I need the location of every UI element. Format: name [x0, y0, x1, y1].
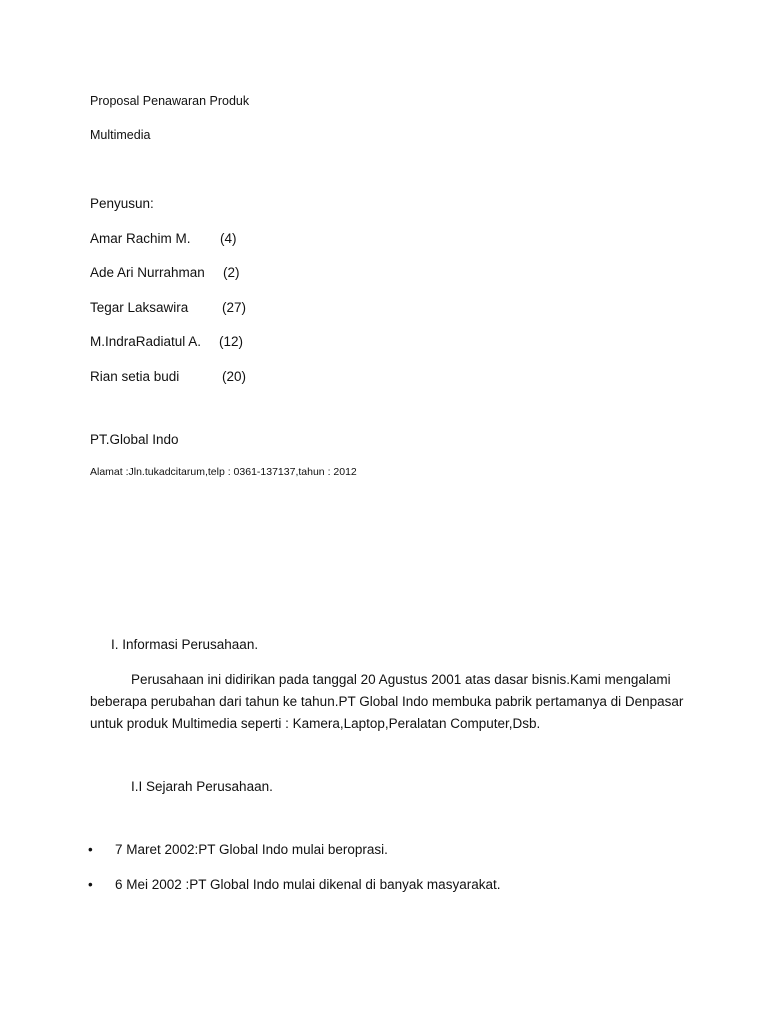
authors-label: Penyusun:: [90, 196, 154, 211]
company-name: PT.Global Indo: [90, 432, 179, 447]
author-name: Rian setia budi: [90, 369, 180, 384]
bullet-icon: •: [88, 877, 93, 892]
bullet-icon: •: [88, 842, 93, 857]
author-name: Ade Ari Nurrahman: [90, 265, 205, 280]
author-name: Amar Rachim M.: [90, 231, 191, 246]
author-number: (27): [222, 300, 247, 315]
author-name: Tegar Laksawira: [90, 300, 189, 315]
company-address: Alamat :Jln.tukadcitarum,telp : 0361-137137,tahun : 2012: [90, 466, 357, 478]
document-subtitle: Multimedia: [90, 128, 151, 142]
history-item-text: 6 Mei 2002 :PT Global Indo mulai dikenal di banyak masyarakat.: [115, 877, 501, 892]
document-title: Proposal Penawaran Produk: [90, 94, 250, 108]
history-item-text: 7 Maret 2002:PT Global Indo mulai beroprasi.: [115, 842, 388, 857]
author-number: (2): [223, 265, 240, 280]
section-heading-sejarah: I.I Sejarah Perusahaan.: [131, 779, 273, 794]
author-number: (20): [222, 369, 247, 384]
author-number: (4): [220, 231, 237, 246]
author-number: (12): [219, 334, 244, 349]
section-paragraph: Perusahaan ini didirikan pada tanggal 20 Agustus 2001 atas dasar bisnis.Kami mengalami beberapa perubahan dari tahun ke tahun.PT Global Indo membuka pabrik pertamanya di Denpasar untuk produk Multimedia seperti : Kamera,Laptop,Peralatan Computer,Dsb.: [90, 672, 684, 731]
author-name: M.IndraRadiatul A.: [90, 334, 202, 349]
section-heading-informasi: I. Informasi Perusahaan.: [111, 637, 259, 652]
